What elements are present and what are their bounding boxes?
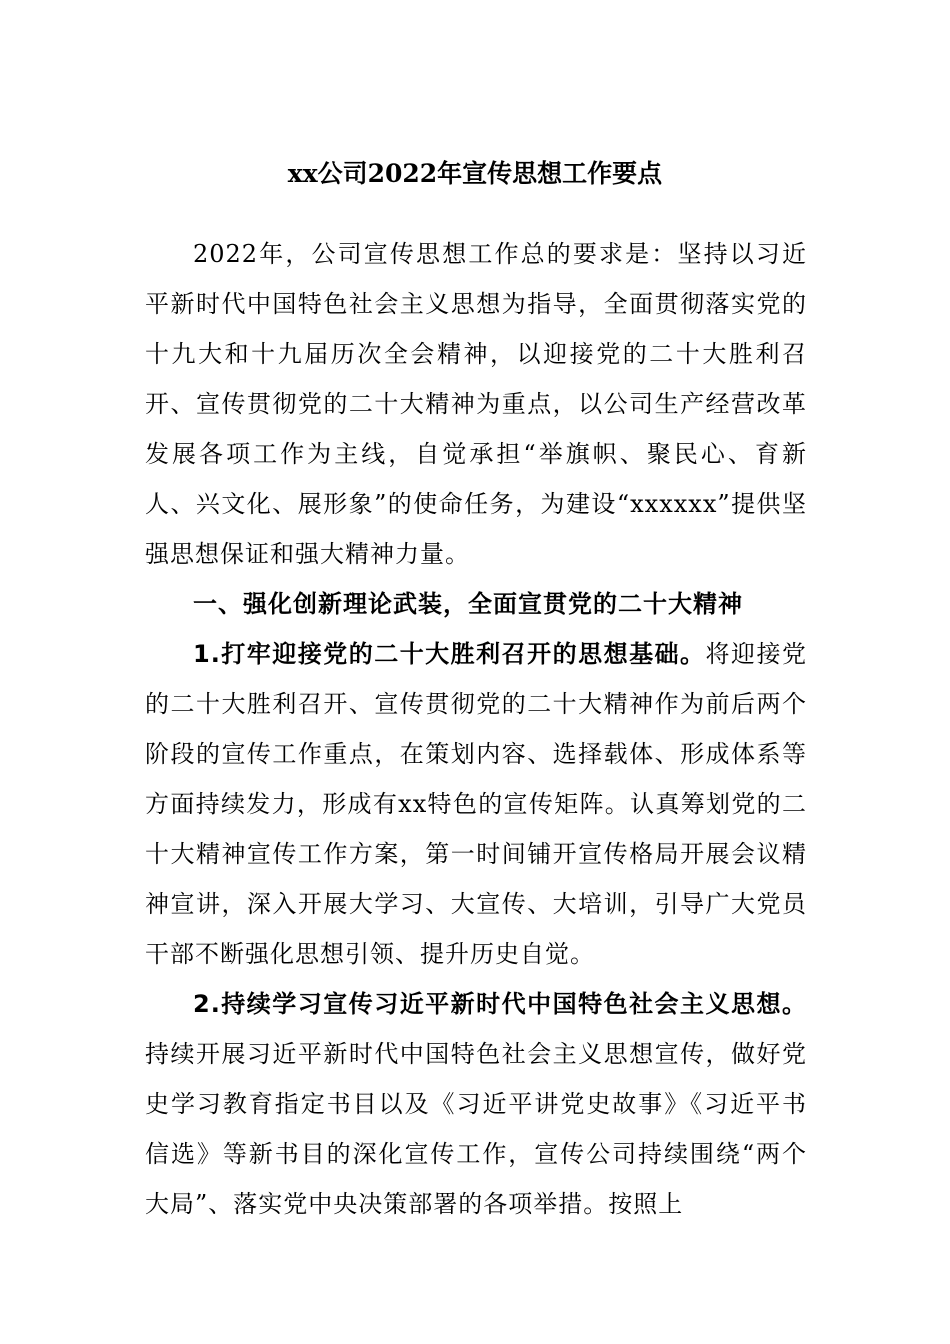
intro-paragraph: 2022年，公司宣传思想工作总的要求是：坚持以习近平新时代中国特色社会主义思想为指导，全面贯彻落实党的十九大和十九届历次全会精神，以迎接党的二十大胜利召开、宣传贯彻党的二十大精神为重点，以公司生产经营改革发展各项工作为主线，自觉承担“举旗帜、聚民心、育新人、兴文化、展形象”的使命任务，为建设“xxxxxx”提供坚强思想保证和强大精神力量。 <box>145 240 807 568</box>
section-heading-1: 一、强化创新理论武装，全面宣贯党的二十大精神 <box>193 590 743 618</box>
item-2-paragraph <box>145 979 807 1229</box>
document-body <box>145 229 807 1229</box>
document-title: xx公司2022年宣传思想工作要点 <box>287 159 663 188</box>
item-2-text: 持续开展习近平新时代中国特色社会主义思想宣传，做好党史学习教育指定书目以及《习近平讲党史故事》《习近平书信选》等新书目的深化宣传工作，宣传公司持续围绕“两个大局”、落实党中央决策部署的各项举措。按照上 <box>145 1040 807 1218</box>
item-1-paragraph <box>145 629 807 979</box>
item-2-lead: 2.持续学习宣传习近平新时代中国特色社会主义思想。 <box>193 990 807 1018</box>
item-1-text: 将迎接党的二十大胜利召开、宣传贯彻党的二十大精神作为前后两个阶段的宣传工作重点，在策划内容、选择载体、形成体系等方面持续发力，形成有xx特色的宣传矩阵。认真筹划党的二十大精神宣传工作方案，第一时间铺开宣传格局开展会议精神宣讲，深入开展大学习、大宣传、大培训，引导广大党员干部不断强化思想引领、提升历史自觉。 <box>145 640 807 968</box>
item-1-lead: 1.打牢迎接党的二十大胜利召开的思想基础。 <box>193 640 706 668</box>
